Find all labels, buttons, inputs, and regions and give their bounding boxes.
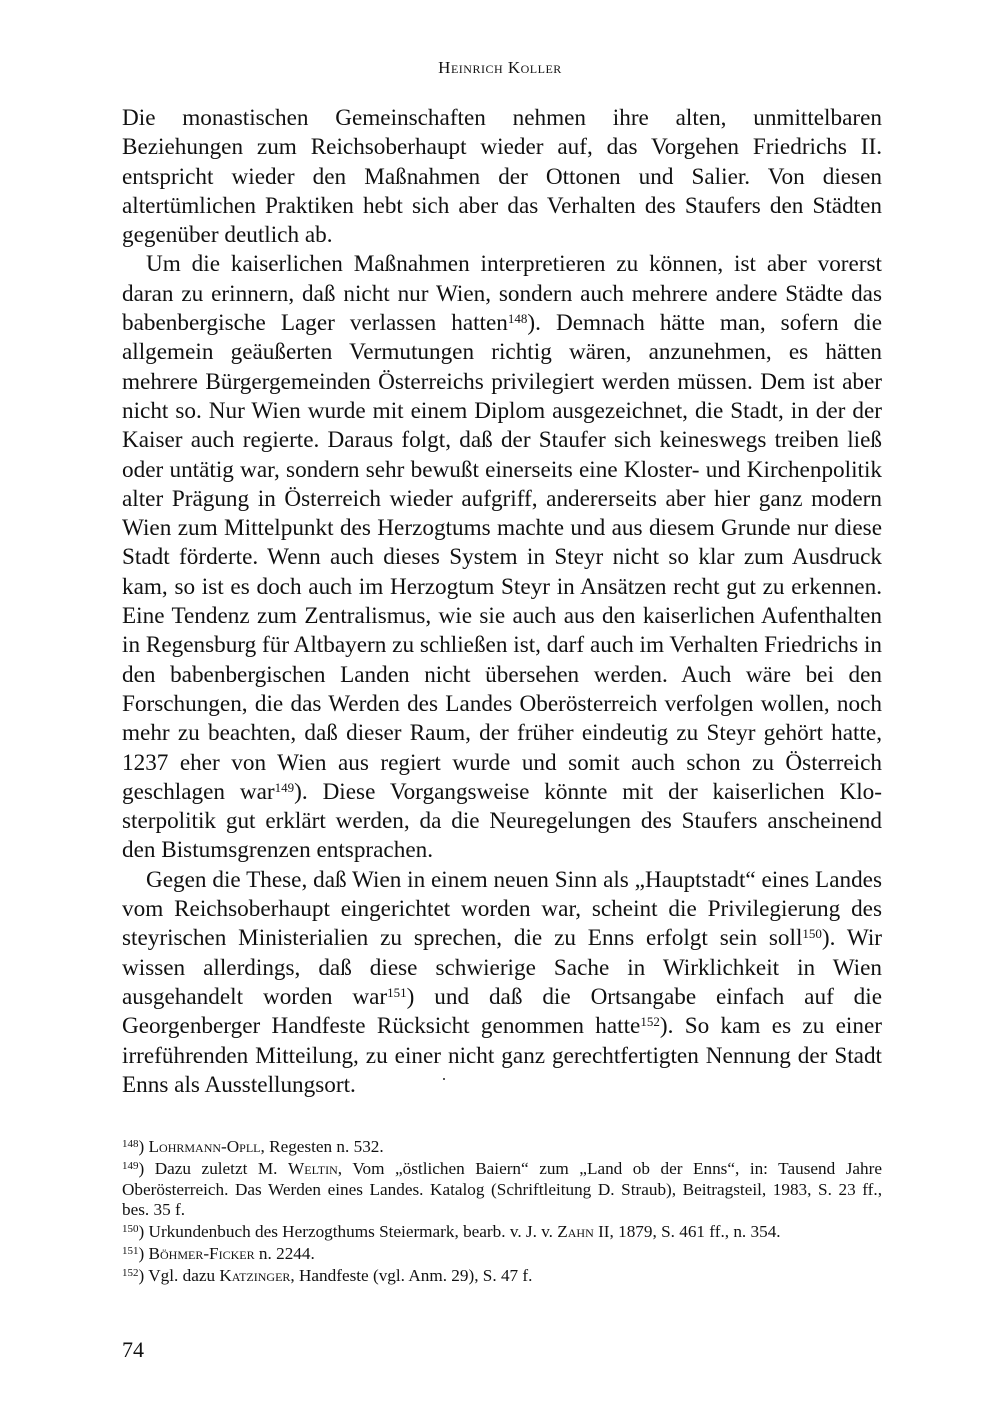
footnote: $^{152}$) Vgl. dazu Katzinger, Handfeste (vgl. Anm. 29), S. 47 f. (122, 1265, 533, 1285)
body-text (122, 104, 882, 1100)
footnote-ref: 148 (507, 311, 528, 327)
footnote-text: II, 1879, S. 461 ff., n. 354. (593, 1222, 781, 1242)
footnote-ref: 149 (274, 779, 295, 795)
footnote-text: Vgl. dazu (148, 1265, 220, 1285)
footnote-text: n. 2244. (254, 1243, 315, 1263)
page-number: 74 (122, 1337, 144, 1362)
paragraph (122, 104, 882, 250)
paragraph-text: ). So kam es zu einer irreführenden Mitteilung, zu einer nicht ganz gerechtfertigten Nennung der Stadt Enns als Ausstellungsort. (122, 1013, 882, 1098)
footnote-text: , Handfeste (vgl. Anm. 29), S. 47 f. (290, 1265, 533, 1285)
footnote-number: 148 (122, 1138, 139, 1150)
paragraph-text: ). Wir wissen allerdings, daß diese schwierige Sache in Wirklichkeit in Wien ausgehandelt worden war (122, 925, 882, 1010)
paragraph-text: ). Diese Vorgangsweise könnte mit der kaiserlichen Klosterpolitik gut erklärt werden, da die Neuregelungen des Staufers anscheinend den Bistumsgrenzen entsprachen. (122, 778, 882, 864)
footnotes (122, 1137, 882, 1288)
footnote-ref: 150 (802, 926, 822, 942)
author-name: Weltin (288, 1158, 338, 1178)
paragraph-text: Um die kaiserlichen Maßnahmen interpretieren zu können, ist aber vorerst daran zu erinnern, daß nicht nur Wien, sondern auch mehrere andere Städte das babenbergische Lager verlassen hatten (122, 251, 882, 337)
footnote-text: , Vom „östlichen Baiern“ zum „Land ob der Enns“, in: Tausend Jahre Oberösterreich. Das Werden eines Landes. Katalog (Schriftleitung D. Straub), Beitragsteil, 1983, S. 23 ff., bes. 35 f. (122, 1158, 882, 1220)
footnote: $^{150}$) Urkundenbuch des Herzogthums Steiermark, bearb. v. J. v. Zahn II, 1879, S. 461 ff., n. 354. (122, 1222, 781, 1242)
footnote-number: 152 (122, 1266, 139, 1279)
paragraph-text: ) und daß die Ortsangabe einfach auf die Georgenberger Handfeste Rücksicht genommen hatte (122, 983, 883, 1040)
footnote-text: Urkundenbuch des Herzogthums Steiermark, bearb. v. J. v. (148, 1222, 558, 1242)
paragraph (122, 866, 882, 1100)
paragraph-text: ). Demnach hätte man, sofern die allgemein geäußerten Vermutungen richtig wären, anzunehmen, es hätten mehrere Bürgergemeinden Österreichs privilegiert werden müssen. Dem ist aber nicht so. Nur Wien wurde mit einem Diplom ausgezeichnet, die Stadt, in der der Kaiser auch regierte. Daraus folgt, daß der Staufer sich keineswegs treiben ließ oder untätig war, sondern sehr bewußt einerseits eine Kloster- und Kirchenpolitik alter Prägung in Österreich wieder aufgriff, andererseits aber hier ganz modern Wien zum Mittelpunkt des Herzogtums machte und aus diesem Grunde nur diese Stadt förderte. Wenn auch dieses System in Steyr nicht so klar zum Ausdruck kam, so ist es doch auch im Herzogtum Steyr in Ansätzen recht gut zu erkennen. Eine Tendenz zum Zentralismus, wie sie auch aus den kaiserlichen Aufenthalten in Regensburg für Altbayern zu schließen ist, darf auch im Verhalten Friedrichs in den babenbergischen Landen nicht übersehen werden. Auch wäre bei den Forschungen, die das Werden des Landes Oberösterreich verfolgen wollen, noch mehr zu beachten, daß dieser Raum, der früher eindeutig zu Steyr gehört hatte, 1237 eher von Wien aus regiert wurde und somit auch schon zu Österreich geschlagen war (122, 310, 882, 805)
author-name: Katzinger (219, 1265, 291, 1285)
author-name: Lohrmann-Opll (148, 1137, 261, 1156)
footnote-number: 149 (122, 1159, 139, 1172)
author-name: Zahn (557, 1222, 594, 1242)
footnote-ref: 152 (640, 1014, 660, 1030)
footnote-text: , Regesten n. 532. (260, 1137, 384, 1156)
running-head: Heinrich Koller (438, 58, 562, 77)
paragraph-text: Gegen die These, daß Wien in einem neuen Sinn als „Hauptstadt“ eines Landes vom Reichsoberhaupt eingerichtet worden war, scheint die Privilegierung des steyrischen Ministerialien zu sprechen, die zu Enns erfolgt sein soll (122, 866, 882, 952)
author-name: Böhmer-Ficker (148, 1243, 255, 1263)
footnote-number: 150 (122, 1223, 139, 1236)
footnote-number: 151 (122, 1244, 139, 1257)
footnote-text: Dazu zuletzt M. (154, 1158, 289, 1178)
paragraph (122, 250, 882, 865)
footnote-ref: 151 (387, 984, 407, 1000)
divider-dot (443, 1078, 445, 1080)
footnote: $^{151}$) Böhmer-Ficker n. 2244. (122, 1243, 315, 1263)
footnote: $^{149}$) Dazu zuletzt M. Weltin, Vom „östlichen Baiern“ zum „Land ob der Enns“, in: Tausend Jahre Oberösterreich. Das Werden eines Landes. Katalog (Schriftleitung D. Straub), Beitragsteil, 1983, S. 23 ff., bes. 35 f. (122, 1158, 882, 1220)
footnote: $^{148}$) Lohrmann-Opll, Regesten n. 532. (122, 1137, 384, 1156)
paragraph-text: Die monastischen Gemeinschaften nehmen ihre alten, unmittelbaren Beziehungen zum Reichsoberhaupt wieder auf, das Vorgehen Friedrichs II. entspricht wieder den Maßnahmen der Ottonen und Salier. Von diesen altertümlichen Praktiken hebt sich aber das Verhalten des Staufers den Städten gegenüber deutlich ab. (122, 105, 882, 249)
